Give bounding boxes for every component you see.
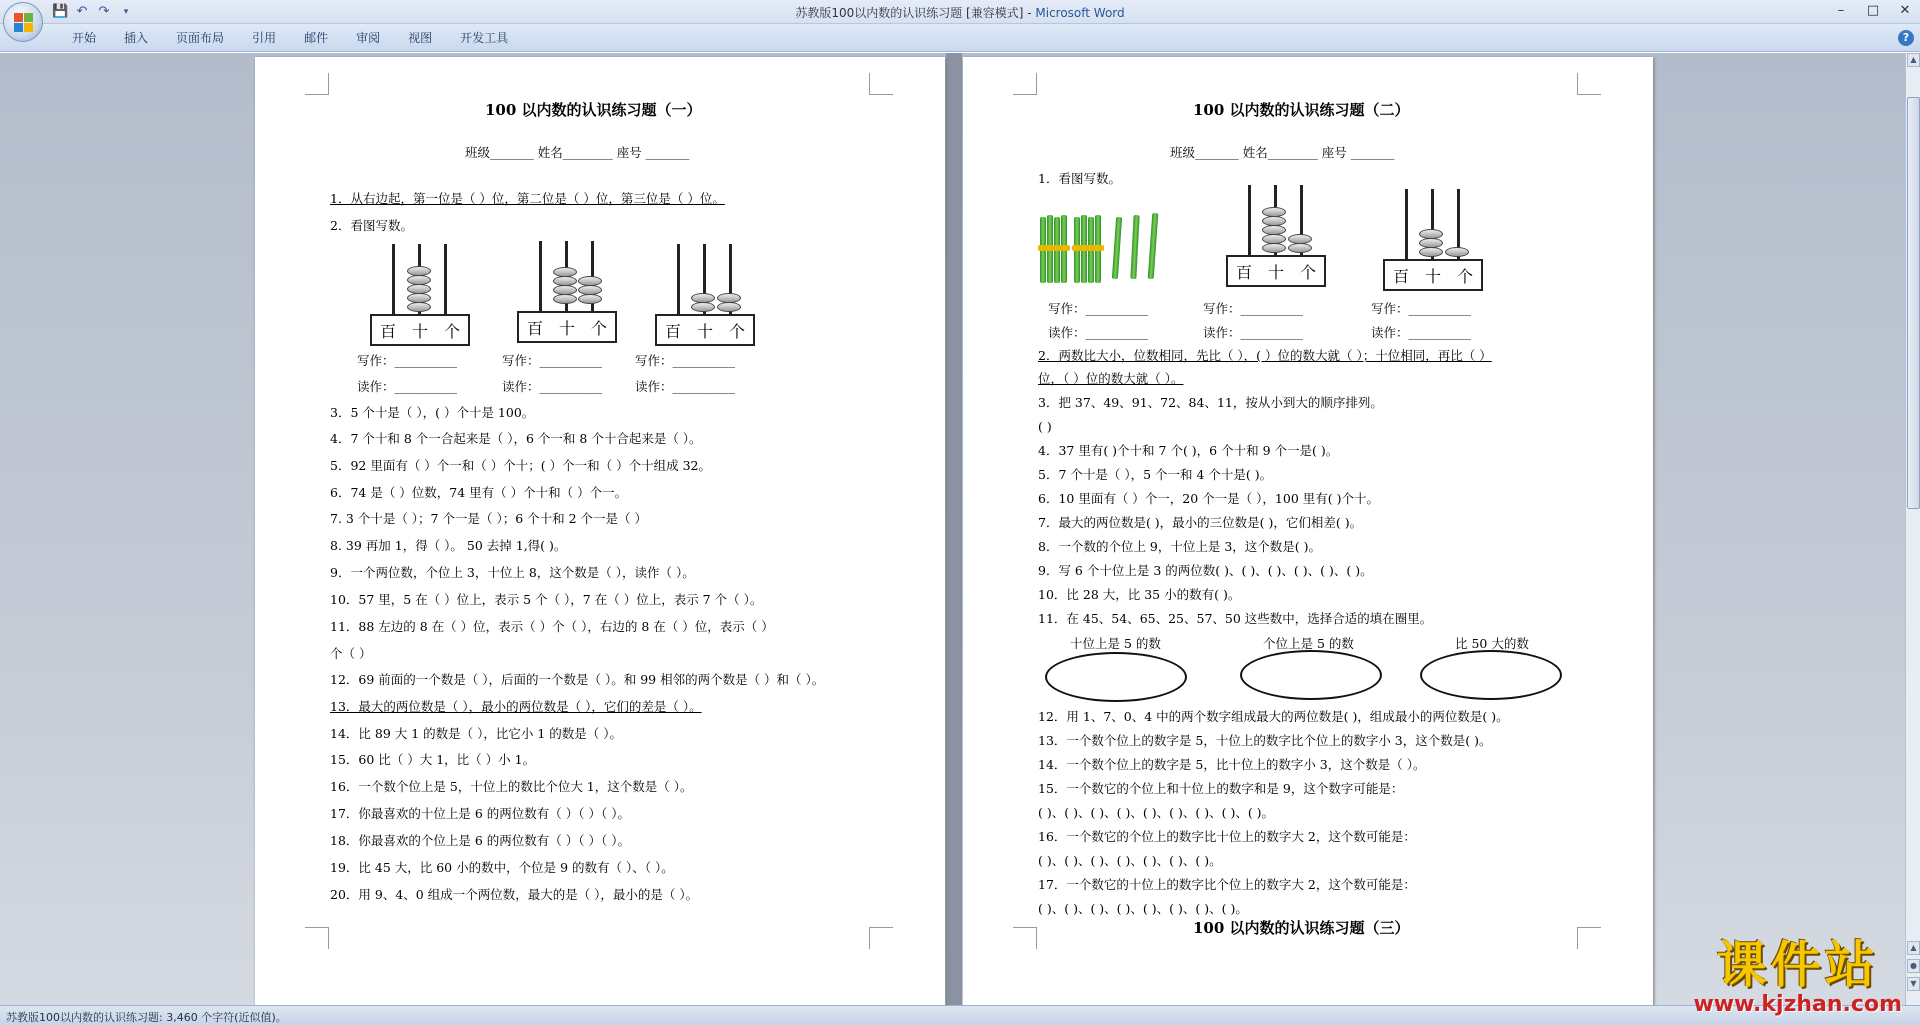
abacus: [1226, 185, 1326, 287]
abacus-base: 百 十 个: [517, 311, 617, 343]
counting-sticks-image: [1038, 207, 1168, 287]
window-controls: [1832, 3, 1914, 19]
answer-oval: [1045, 652, 1187, 702]
question-1: 1．看图写数。: [1038, 171, 1121, 186]
oval-label: 比 50 大的数: [1455, 636, 1529, 651]
next-section-title: 100 以内数的认识练习题（三）: [1193, 919, 1410, 937]
scrollbar-thumb[interactable]: [1907, 97, 1920, 509]
abacus: [655, 244, 755, 346]
question-item: 3．把 37、49、91、72、84、11，按从小到大的顺序排列。: [1038, 395, 1383, 410]
question-item: 6．10 里面有（ ）个一，20 个一是（ ），100 里有( )个十。: [1038, 491, 1379, 506]
question-item: 15．60 比（ ）大 1，比（ ）小 1。: [330, 752, 536, 767]
tab-mailings[interactable]: 邮件: [304, 31, 329, 45]
crop-mark: [869, 73, 893, 95]
abacus: [1383, 189, 1483, 291]
question-item: 7．最大的两位数是( )，最小的三位数是( )，它们相差( )。: [1038, 515, 1363, 530]
page-title: 100 以内数的认识练习题（一）: [485, 101, 702, 119]
page-separator: [946, 53, 962, 1005]
question-item: 4．37 里有( )个十和 7 个( )，6 个十和 9 个一是( )。: [1038, 443, 1339, 458]
question-item: ( )、( )、( )、( )、( )、( )、( )、( )、( )。: [1038, 805, 1275, 820]
status-text: 苏教版100以内数的认识练习题: 3,460 个字符(近似值)。: [6, 1011, 287, 1024]
question-item: ( )、( )、( )、( )、( )、( )、( )、( )。: [1038, 901, 1248, 916]
question-item: 12．用 1、7、0、4 中的两个数字组成最大的两位数是( )，组成最小的两位数是( )。: [1038, 709, 1509, 724]
tab-home[interactable]: 开始: [72, 31, 97, 45]
question-item: 6．74 是（ ）位数，74 里有（ ）个十和（ ）个一。: [330, 485, 628, 500]
crop-mark: [305, 73, 329, 95]
crop-mark: [1013, 927, 1037, 949]
question-item: 9．写 6 个十位上是 3 的两位数( )、( )、( )、( )、( )、( )。: [1038, 563, 1373, 578]
header-line: 班级_______ 姓名________ 座号 _______: [1170, 145, 1395, 160]
tab-developer[interactable]: 开发工具: [460, 31, 509, 45]
close-icon[interactable]: ✕: [1899, 3, 1911, 18]
page-2[interactable]: [963, 57, 1653, 1005]
header-line: 班级_______ 姓名________ 座号 _______: [465, 145, 690, 160]
abacus: [370, 244, 470, 346]
customize-qat-icon[interactable]: ▾: [123, 7, 129, 17]
read-field: 读作：__________: [1048, 325, 1149, 340]
crop-mark: [1577, 927, 1601, 949]
tab-references[interactable]: 引用: [252, 31, 277, 45]
question-item: 17．一个数它的十位上的数字比个位上的数字大 2，这个数可能是：: [1038, 877, 1416, 892]
page-up-icon[interactable]: ▲: [1907, 941, 1920, 955]
question-item: 7. 3 个十是（ ）；7 个一是（ ）；6 个十和 2 个一是（ ）: [330, 511, 647, 526]
write-field: 写作：__________: [1371, 301, 1472, 316]
abacus-base: 百 十 个: [655, 314, 755, 346]
read-field: 读作：__________: [502, 379, 603, 394]
crop-mark: [1013, 73, 1037, 95]
crop-mark: [1577, 73, 1601, 95]
write-field: 写作：__________: [357, 353, 458, 368]
page-1[interactable]: [255, 57, 945, 1005]
question-item: 16．一个数个位上是 5，十位上的数比个位大 1，这个数是（ ）。: [330, 779, 693, 794]
question-item: 5．7 个十是（ ），5 个一和 4 个十是( )。: [1038, 467, 1273, 482]
tab-review[interactable]: 审阅: [356, 31, 381, 45]
oval-label: 十位上是 5 的数: [1070, 636, 1161, 651]
maximize-icon[interactable]: □: [1866, 3, 1880, 18]
abacus-base: 百 十 个: [1383, 259, 1483, 291]
question-item: 13．一个数个位上的数字是 5，十位上的数字比个位上的数字小 3，这个数是( )。: [1038, 733, 1492, 748]
read-field: 读作：__________: [635, 379, 736, 394]
oval-label: 个位上是 5 的数: [1263, 636, 1354, 651]
tab-page-layout[interactable]: 页面布局: [176, 31, 225, 45]
answer-oval: [1420, 650, 1562, 700]
question-1: 1．从右边起，第一位是（ ）位，第二位是（ ）位，第三位是（ ）位。: [330, 191, 725, 206]
window-title: [0, 4, 1920, 21]
title-bar: [0, 0, 1920, 24]
question-item: 个（ ）: [330, 646, 372, 661]
read-field: 读作：__________: [1203, 325, 1304, 340]
question-item: 9．一个两位数，个位上 3，十位上 8，这个数是（ ），读作（ ）。: [330, 565, 695, 580]
answer-oval: [1240, 650, 1382, 700]
crop-mark: [869, 927, 893, 949]
question-item: 15．一个数它的个位上和十位上的数字和是 9，这个数字可能是：: [1038, 781, 1404, 796]
question-item: 17．你最喜欢的十位上是 6 的两位数有（ ）（ ）（ ）。: [330, 806, 630, 821]
page-title: 100 以内数的认识练习题（二）: [1193, 101, 1410, 119]
question-item: 5．92 里面有（ ）个一和（ ）个十；( ）个一和（ ）个十组成 32。: [330, 458, 711, 473]
help-icon[interactable]: ?: [1898, 30, 1914, 46]
ribbon-tabs: [58, 29, 522, 47]
question-item: 19．比 45 大，比 60 小的数中，个位是 9 的数有（ ）、（ ）。: [330, 860, 674, 875]
question-item: 14．比 89 大 1 的数是（ ），比它小 1 的数是（ ）。: [330, 726, 623, 741]
save-icon[interactable]: 💾: [52, 4, 69, 19]
watermark-logo: [1693, 937, 1902, 1017]
redo-icon[interactable]: ↷: [98, 4, 110, 19]
question-2: 2．看图写数。: [330, 218, 413, 233]
abacus-base: 百 十 个: [370, 314, 470, 346]
question-item: 18．你最喜欢的个位上是 6 的两位数有（ ）（ ）（ ）。: [330, 833, 630, 848]
question-item: 4．7 个十和 8 个一合起来是（ ），6 个一和 8 个十合起来是（ ）。: [330, 431, 702, 446]
office-button[interactable]: [3, 2, 43, 42]
question-item: 13．最大的两位数是（ ），最小的两位数是（ ），它们的差是（ ）。: [330, 699, 702, 714]
office-logo-icon: [14, 13, 34, 33]
question-item: 11．在 45、54、65、25、57、50 这些数中，选择合适的填在圈里。: [1038, 611, 1433, 626]
page-down-icon[interactable]: ▼: [1907, 977, 1920, 991]
question-item: 8. 39 再加 1，得（ ）。 50 去掉 1,得( )。: [330, 538, 567, 553]
abacus-base: 百 十 个: [1226, 255, 1326, 287]
minimize-icon[interactable]: –: [1837, 3, 1845, 18]
scroll-up-icon[interactable]: ▲: [1907, 53, 1920, 67]
status-bar: [0, 1005, 1920, 1025]
question-item: 16．一个数它的个位上的数字比十位上的数字大 2，这个数可能是：: [1038, 829, 1416, 844]
ribbon: [0, 24, 1920, 52]
crop-mark: [305, 927, 329, 949]
app-name: Microsoft Word: [1035, 6, 1125, 20]
document-title: 苏教版100以内数的认识练习题 [兼容模式] -: [795, 6, 1036, 20]
abacus: [517, 241, 617, 343]
write-field: 写作：__________: [1203, 301, 1304, 316]
tab-insert[interactable]: 插入: [124, 31, 149, 45]
question-item: 10．比 28 大，比 35 小的数有( )。: [1038, 587, 1241, 602]
undo-icon[interactable]: ↶: [76, 4, 88, 19]
question-item: 8．一个数的个位上 9，十位上是 3，这个数是( )。: [1038, 539, 1322, 554]
question-item: 10．57 里，5 在（ ）位上，表示 5 个（ ），7 在（ ）位上，表示 7 个（ ）。: [330, 592, 763, 607]
read-field: 读作：__________: [1371, 325, 1472, 340]
watermark-title: 课件站: [1716, 936, 1879, 994]
write-field: 写作：__________: [1048, 301, 1149, 316]
document-workspace: [0, 53, 1905, 1005]
question-item: 位，（ ）位的数大就（ ）。: [1038, 371, 1184, 386]
question-item: ( ): [1038, 419, 1052, 434]
watermark-url: www.kjzhan.com: [1693, 992, 1902, 1017]
question-item: 20．用 9、4、0 组成一个两位数，最大的是（ ），最小的是（ ）。: [330, 887, 699, 902]
vertical-scrollbar[interactable]: [1905, 53, 1920, 1005]
question-item: 14．一个数个位上的数字是 5，比十位上的数字小 3，这个数是（ ）。: [1038, 757, 1426, 772]
browse-object-icon[interactable]: ●: [1907, 959, 1920, 973]
tab-view[interactable]: 视图: [408, 31, 433, 45]
read-field: 读作：__________: [357, 379, 458, 394]
question-item: ( )、( )、( )、( )、( )、( )、( )。: [1038, 853, 1222, 868]
write-field: 写作：__________: [635, 353, 736, 368]
question-item: 3．5 个十是（ ），( ）个十是 100。: [330, 405, 535, 420]
write-field: 写作：__________: [502, 353, 603, 368]
question-item: 2．两数比大小，位数相同，先比（ ），( ）位的数大就（ ）；十位相同，再比（ ）: [1038, 348, 1492, 363]
question-item: 12．69 前面的一个数是（ ），后面的一个数是（ ）。和 99 相邻的两个数是（ ）和（ ）。: [330, 672, 825, 687]
question-item: 11．88 左边的 8 在（ ）位，表示（ ）个（ ），右边的 8 在（ ）位，表示（ ）: [330, 619, 774, 634]
